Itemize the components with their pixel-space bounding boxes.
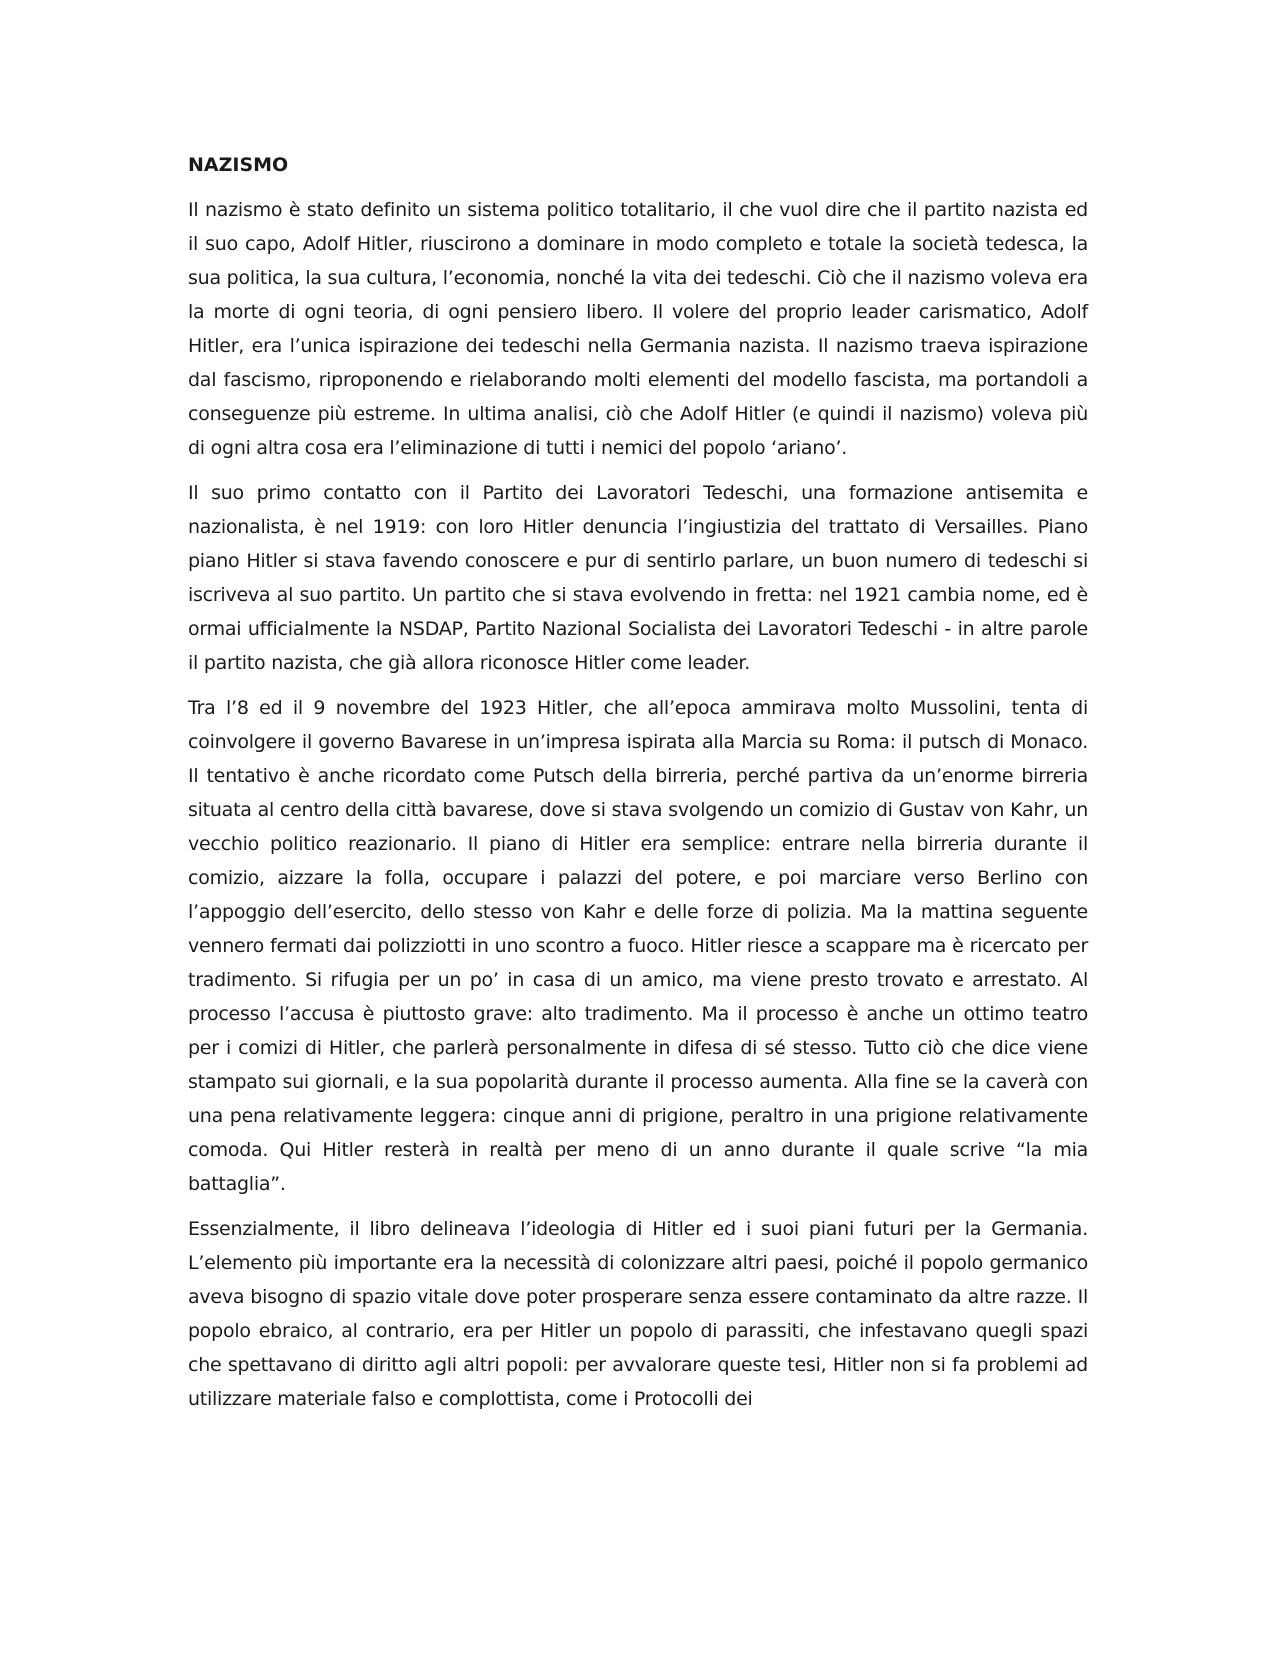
document-title: NAZISMO (188, 154, 289, 176)
paragraph-1: Il nazismo è stato definito un sistema politico totalitario, il che vuol dire che il partito nazista ed il suo capo, Adolf Hitler, riuscirono a dominare in modo completo e totale la società tedesca, la sua politica, la sua cultura, l’economia, nonché la vita dei tedeschi. Ciò che il nazismo voleva era la morte di ogni teoria, di ogni pensiero libero. Il volere del proprio leader carismatico, Adolf Hitler, era l’unica ispirazione dei tedeschi nella Germania nazista. Il nazismo traeva ispirazione dal fascismo, riproponendo e rielaborando molti elementi del modello fascista, ma portandoli a conseguenze più estreme. In ultima analisi, ciò che Adolf Hitler (e quindi il nazismo) voleva più di ogni altra cosa era l’eliminazione di tutti i nemici del popolo ‘ariano’. (188, 199, 1088, 459)
paragraph-3: Tra l’8 ed il 9 novembre del 1923 Hitler, che all’epoca ammirava molto Mussolini, tenta di coinvolgere il governo Bavarese in un’impresa ispirata alla Marcia su Roma: il putsch di Monaco. Il tentativo è anche ricordato come Putsch della birreria, perché partiva da un’enorme birreria situata al centro della città bavarese, dove si stava svolgendo un comizio di Gustav von Kahr, un vecchio politico reazionario. Il piano di Hitler era semplice: entrare nella birreria durante il comizio, aizzare la folla, occupare i palazzi del potere, e poi marciare verso Berlino con l’appoggio dell’esercito, dello stesso von Kahr e delle forze di polizia. Ma la mattina seguente vennero fermati dai polizziotti in uno scontro a fuoco. Hitler riesce a scappare ma è ricercato per tradimento. Si rifugia per un po’ in casa di un amico, ma viene presto trovato e arrestato. Al processo l’accusa è piuttosto grave: alto tradimento. Ma il processo è anche un ottimo teatro per i comizi di Hitler, che parlerà personalmente in difesa di sé stesso. Tutto ciò che dice viene stampato sui giornali, e la sua popolarità durante il processo aumenta. Alla fine se la caverà con una pena relativamente leggera: cinque anni di prigione, peraltro in una prigione relativamente comoda. Qui Hitler resterà in realtà per meno di un anno durante il quale scrive “la mia battaglia”. (188, 697, 1088, 1195)
document-page (188, 148, 1088, 1427)
paragraph-2: Il suo primo contatto con il Partito dei Lavoratori Tedeschi, una formazione antisemita e nazionalista, è nel 1919: con loro Hitler denuncia l’ingiustizia del trattato di Versailles. Piano piano Hitler si stava favendo conoscere e pur di sentirlo parlare, un buon numero di tedeschi si iscriveva al suo partito. Un partito che si stava evolvendo in fretta: nel 1921 cambia nome, ed è ormai ufficialmente la NSDAP, Partito Nazional Socialista dei Lavoratori Tedeschi - in altre parole il partito nazista, che già allora riconosce Hitler come leader. (188, 482, 1088, 674)
paragraph-4: Essenzialmente, il libro delineava l’ideologia di Hitler ed i suoi piani futuri per la Germania. L’elemento più importante era la necessità di colonizzare altri paesi, poiché il popolo germanico aveva bisogno di spazio vitale dove poter prosperare senza essere contaminato da altre razze. Il popolo ebraico, al contrario, era per Hitler un popolo di parassiti, che infestavano quegli spazi che spettavano di diritto agli altri popoli: per avvalorare queste tesi, Hitler non si fa problemi ad utilizzare materiale falso e complottista, come i Protocolli dei (188, 1218, 1088, 1410)
